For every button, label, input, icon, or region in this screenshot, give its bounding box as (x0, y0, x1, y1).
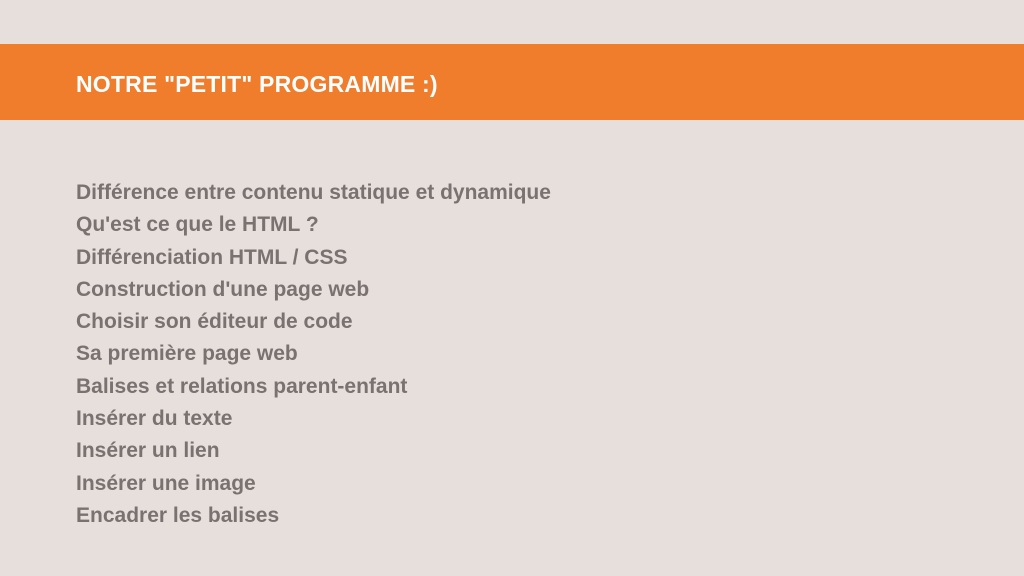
agenda-item: Insérer du texte (76, 407, 233, 431)
title-banner (0, 44, 1024, 120)
agenda-item: Sa première page web (76, 342, 298, 366)
agenda-item: Balises et relations parent-enfant (76, 374, 408, 398)
slide-title: NOTRE "PETIT" PROGRAMME :) (76, 71, 438, 97)
agenda-item: Qu'est ce que le HTML ? (76, 213, 319, 237)
agenda-item: Construction d'une page web (76, 277, 370, 301)
agenda-item: Différenciation HTML / CSS (76, 245, 348, 269)
agenda-item: Insérer un lien (76, 439, 220, 463)
agenda-item: Différence entre contenu statique et dynamique (76, 181, 551, 204)
agenda-list (76, 177, 551, 532)
agenda-item: Choisir son éditeur de code (76, 310, 353, 334)
agenda-item: Encadrer les balises (76, 503, 280, 527)
agenda-item: Insérer une image (76, 471, 256, 495)
